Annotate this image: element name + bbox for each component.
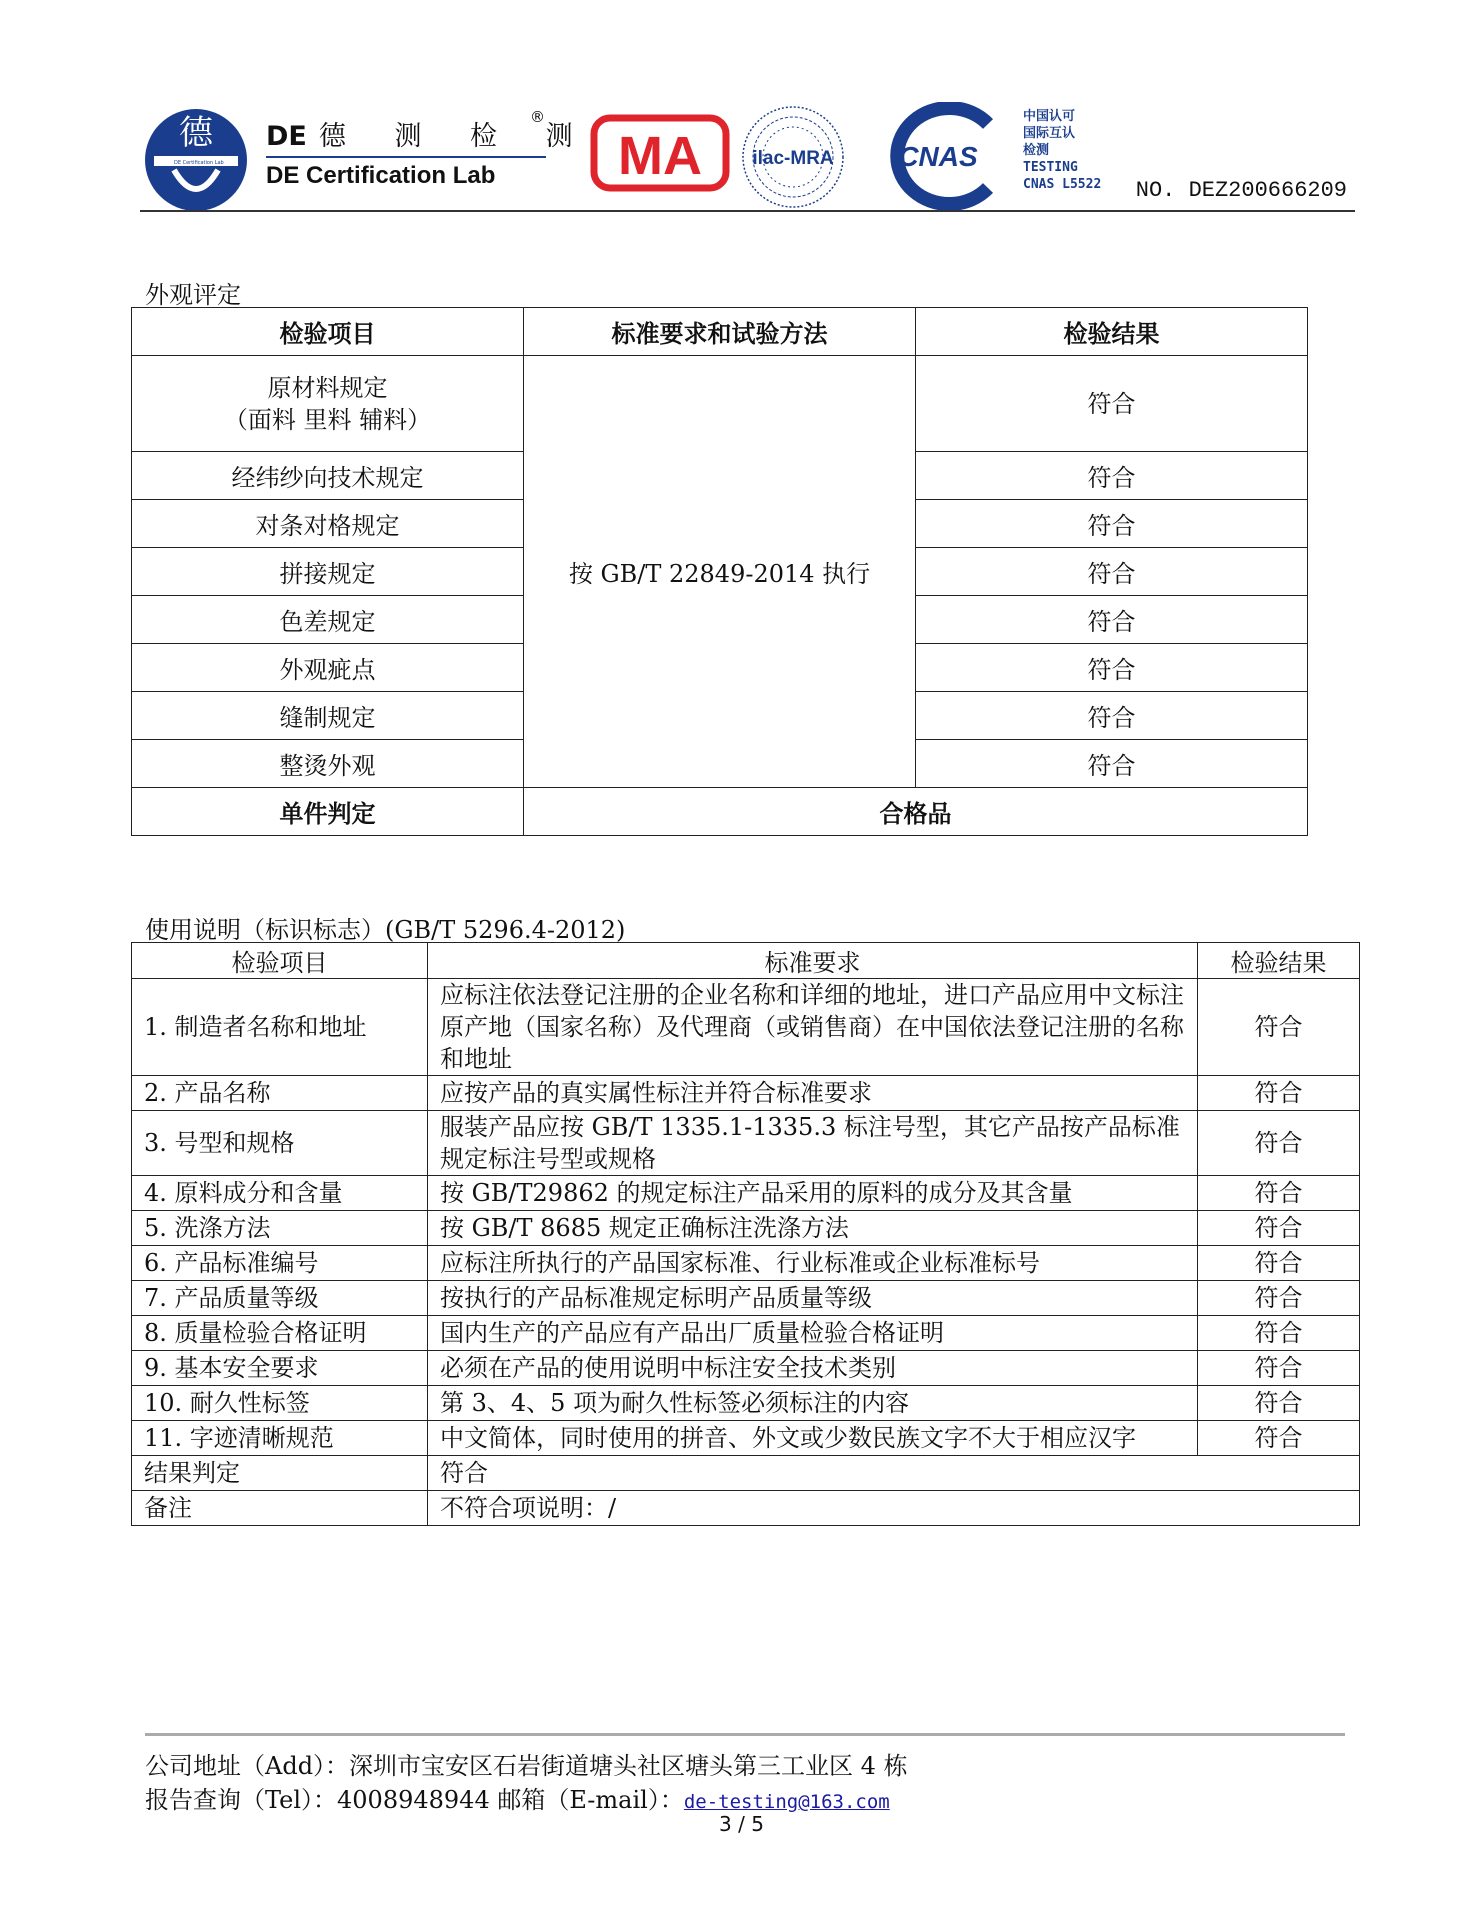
inspection-result: 符合	[1198, 1246, 1360, 1281]
page-number: 3 / 5	[719, 1812, 764, 1836]
inspection-item: 2. 产品名称	[132, 1076, 428, 1111]
table-row	[132, 1111, 1360, 1176]
table-row	[132, 1316, 1360, 1351]
inspection-result: 符合	[1198, 1281, 1360, 1316]
inspection-result: 符合	[1198, 1351, 1360, 1386]
requirement: 服装产品应按 GB/T 1335.1-1335.3 标注号型，其它产品按产品标准规定标注号型或规格	[428, 1111, 1198, 1176]
usage-label-table	[131, 942, 1360, 1526]
inspection-item: 3. 号型和规格	[132, 1111, 428, 1176]
table-row	[132, 1351, 1360, 1386]
table-row	[132, 979, 1360, 1076]
brand-name-cn: DE 德 测 检 测	[266, 121, 593, 152]
inspection-item: 6. 产品标准编号	[132, 1246, 428, 1281]
inspection-result: 符合	[1198, 1316, 1360, 1351]
verdict-value: 合格品	[524, 788, 1308, 836]
inspection-item: 缝制规定	[132, 692, 524, 740]
column-header: 检验结果	[916, 308, 1308, 356]
inspection-result: 符合	[1198, 1111, 1360, 1176]
requirement: 按 GB/T29862 的规定标注产品采用的原料的成分及其含量	[428, 1176, 1198, 1211]
inspection-result: 符合	[916, 356, 1308, 452]
inspection-result: 符合	[1198, 1386, 1360, 1421]
inspection-item: 4. 原料成分和含量	[132, 1176, 428, 1211]
inspection-result: 符合	[1198, 1076, 1360, 1111]
cnas-logo	[868, 102, 1008, 210]
inspection-item: 原材料规定 （面料 里料 辅料）	[132, 356, 524, 452]
ilac-mra-logo	[740, 104, 846, 210]
svg-text:MA: MA	[618, 126, 702, 186]
footer-divider	[145, 1733, 1345, 1736]
verdict-label: 单件判定	[132, 788, 524, 836]
remark-label: 备注	[132, 1491, 428, 1526]
table-row	[132, 1176, 1360, 1211]
remark-row	[132, 1491, 1360, 1526]
report-header	[140, 100, 1355, 212]
test-method: 按 GB/T 22849-2014 执行	[524, 356, 916, 788]
table-row	[132, 1211, 1360, 1246]
inspection-item: 色差规定	[132, 596, 524, 644]
report-number: NO. DEZ200666209	[1135, 178, 1347, 203]
requirement: 第 3、4、5 项为耐久性标签必须标注的内容	[428, 1386, 1198, 1421]
inspection-result: 符合	[916, 740, 1308, 788]
column-header: 标准要求和试验方法	[524, 308, 916, 356]
column-header: 检验项目	[132, 943, 428, 979]
inspection-item: 外观疵点	[132, 644, 524, 692]
table-row	[132, 1421, 1360, 1456]
inspection-result: 符合	[916, 692, 1308, 740]
inspection-item: 拼接规定	[132, 548, 524, 596]
email-link[interactable]: de-testing@163.com	[683, 1791, 890, 1813]
svg-text:ilac-MRA: ilac-MRA	[752, 148, 834, 169]
brand-divider	[266, 156, 546, 158]
conclusion-row	[132, 1456, 1360, 1491]
svg-text:德: 德	[179, 113, 213, 153]
inspection-result: 符合	[1198, 979, 1360, 1076]
inspection-item: 经纬纱向技术规定	[132, 452, 524, 500]
inspection-item: 整烫外观	[132, 740, 524, 788]
appearance-section-title: 外观评定	[145, 281, 241, 309]
inspection-item: 5. 洗涤方法	[132, 1211, 428, 1246]
svg-text:DE Certification Lab: DE Certification Lab	[174, 160, 224, 166]
inspection-result: 符合	[1198, 1176, 1360, 1211]
registered-mark: ®	[530, 108, 545, 126]
column-header: 检验项目	[132, 308, 524, 356]
inspection-result: 符合	[916, 452, 1308, 500]
company-address: 公司地址（Add）：深圳市宝安区石岩街道塘头社区塘头第三工业区 4 栋	[145, 1752, 908, 1780]
verdict-row	[132, 788, 1308, 836]
inspection-result: 符合	[916, 500, 1308, 548]
de-lab-logo	[144, 108, 248, 212]
usage-section-title: 使用说明（标识标志）(GB/T 5296.4-2012)	[145, 916, 626, 944]
table-row	[132, 1246, 1360, 1281]
conclusion-label: 结果判定	[132, 1456, 428, 1491]
table-row	[132, 1281, 1360, 1316]
requirement: 按 GB/T 8685 规定正确标注洗涤方法	[428, 1211, 1198, 1246]
requirement: 国内生产的产品应有产品出厂质量检验合格证明	[428, 1316, 1198, 1351]
inspection-item: 11. 字迹清晰规范	[132, 1421, 428, 1456]
column-header: 检验结果	[1198, 943, 1360, 979]
inspection-item: 10. 耐久性标签	[132, 1386, 428, 1421]
requirement: 应标注依法登记注册的企业名称和详细的地址，进口产品应用中文标注原产地（国家名称）及代理商（或销售商）在中国依法登记注册的名称和地址	[428, 979, 1198, 1076]
table-row	[132, 356, 1308, 452]
remark-value: 不符合项说明：/	[428, 1491, 1360, 1526]
table-header-row	[132, 943, 1360, 979]
inspection-result: 符合	[1198, 1421, 1360, 1456]
requirement: 必须在产品的使用说明中标注安全技术类别	[428, 1351, 1198, 1386]
inspection-result: 符合	[916, 644, 1308, 692]
table-header-row	[132, 308, 1308, 356]
column-header: 标准要求	[428, 943, 1198, 979]
inspection-result: 符合	[916, 596, 1308, 644]
inspection-item: 7. 产品质量等级	[132, 1281, 428, 1316]
requirement: 应标注所执行的产品国家标准、行业标准或企业标准标号	[428, 1246, 1198, 1281]
svg-text:CNAS: CNAS	[898, 141, 978, 172]
inspection-item: 对条对格规定	[132, 500, 524, 548]
conclusion-value: 符合	[428, 1456, 1360, 1491]
inspection-item: 1. 制造者名称和地址	[132, 979, 428, 1076]
cnas-accreditation-text: 中国认可 国际互认 检测 TESTING CNAS L5522	[1023, 109, 1102, 192]
inspection-result: 符合	[1198, 1211, 1360, 1246]
contact-info	[145, 1780, 890, 1815]
cma-logo	[590, 114, 730, 192]
header-divider	[140, 210, 1355, 212]
requirement: 应按产品的真实属性标注并符合标准要求	[428, 1076, 1198, 1111]
table-row	[132, 1386, 1360, 1421]
appearance-table	[131, 307, 1308, 836]
inspection-result: 符合	[916, 548, 1308, 596]
requirement: 中文简体，同时使用的拼音、外文或少数民族文字不大于相应汉字	[428, 1421, 1198, 1456]
inspection-item: 8. 质量检验合格证明	[132, 1316, 428, 1351]
requirement: 按执行的产品标准规定标明产品质量等级	[428, 1281, 1198, 1316]
table-row	[132, 1076, 1360, 1111]
inspection-item: 9. 基本安全要求	[132, 1351, 428, 1386]
brand-name-en: DE Certification Lab	[266, 162, 496, 189]
contact-text: 报告查询（Tel）：4008948944 邮箱（E-mail）：	[145, 1786, 684, 1814]
